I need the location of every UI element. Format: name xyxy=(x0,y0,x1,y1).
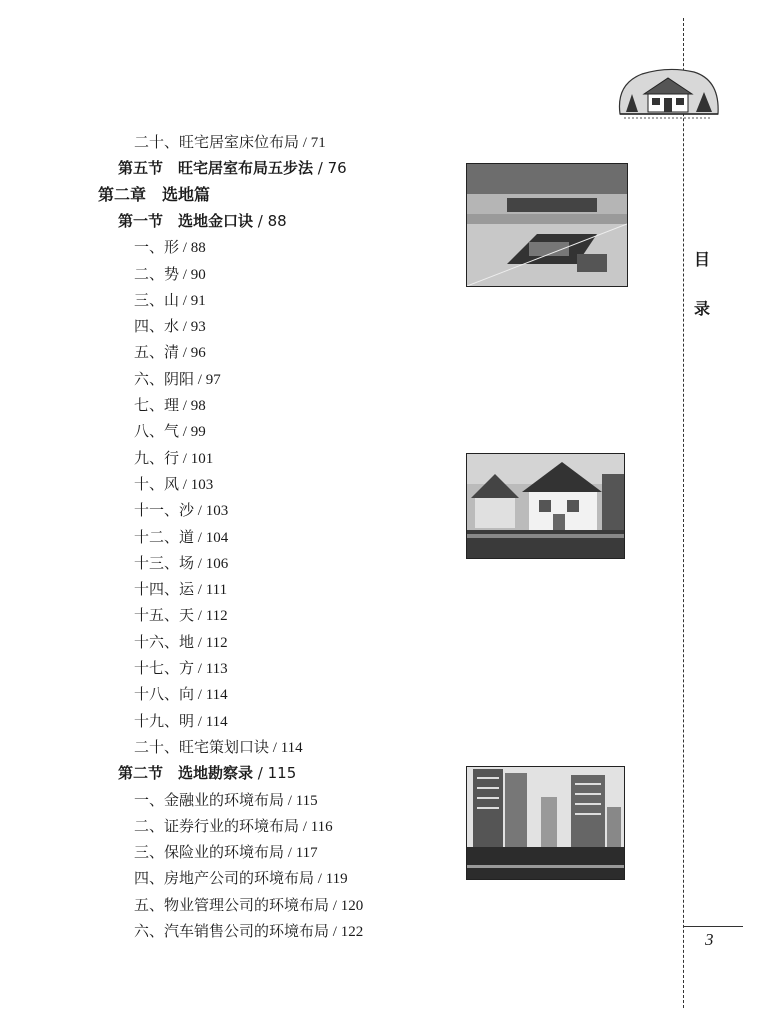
toc-item xyxy=(134,527,228,548)
toc-separator: / xyxy=(329,898,341,914)
toc-separator: / xyxy=(313,159,328,177)
toc-page-number: 101 xyxy=(190,451,214,467)
toc-separator: / xyxy=(179,424,191,440)
highrise-photo xyxy=(466,766,625,880)
toc-item xyxy=(134,421,206,442)
toc-item xyxy=(134,369,221,390)
toc-separator: / xyxy=(194,582,206,598)
toc-separator: / xyxy=(269,740,281,756)
toc-section xyxy=(118,763,296,783)
toc-separator: / xyxy=(194,687,206,703)
toc-item xyxy=(134,500,228,521)
toc-title: 五、物业管理公司的环境布局 xyxy=(134,896,330,914)
toc-page-number: 113 xyxy=(205,661,228,677)
toc-title: 四、房地产公司的环境布局 xyxy=(134,869,315,887)
toc-title: 九、行 xyxy=(134,449,180,467)
sidebar-char-mu: 目 xyxy=(694,250,711,269)
toc-item xyxy=(134,921,363,942)
toc-page-number: 120 xyxy=(340,898,364,914)
toc-title: 八、气 xyxy=(134,422,180,440)
toc-page-number: 71 xyxy=(310,135,326,151)
toc-title: 一、金融业的环境布局 xyxy=(134,791,285,809)
toc-title: 十九、明 xyxy=(134,712,195,730)
page-number-rule xyxy=(683,926,743,927)
toc-title: 十八、向 xyxy=(134,685,195,703)
sidebar-char-lu: 录 xyxy=(694,299,711,318)
toc-section xyxy=(118,211,287,231)
toc-title: 四、水 xyxy=(134,317,180,335)
toc-title: 十七、方 xyxy=(134,659,195,677)
toc-title: 十二、道 xyxy=(134,528,195,546)
toc-title: 六、汽车销售公司的环境布局 xyxy=(134,922,330,940)
toc-page-number: 116 xyxy=(310,819,333,835)
toc-page-number: 88 xyxy=(267,212,287,230)
toc-page-number: 103 xyxy=(205,503,229,519)
toc-page-number: 88 xyxy=(190,240,206,256)
toc-item xyxy=(134,816,333,837)
toc-page-number: 96 xyxy=(190,345,206,361)
toc-page-number: 90 xyxy=(190,267,206,283)
toc-item xyxy=(134,895,363,916)
toc-item xyxy=(134,711,228,732)
toc-page-number: 93 xyxy=(190,319,206,335)
toc-title: 二十、旺宅居室床位布局 xyxy=(134,133,300,151)
toc-item xyxy=(134,264,206,285)
toc-item xyxy=(134,868,348,889)
margin-dashed-line xyxy=(683,18,684,1008)
toc-item xyxy=(134,448,213,469)
toc-item xyxy=(134,316,206,337)
toc-item xyxy=(134,237,206,258)
toc-item xyxy=(134,658,228,679)
toc-page-number: 99 xyxy=(190,424,206,440)
toc-separator: / xyxy=(179,240,191,256)
toc-page-number: 106 xyxy=(205,556,229,572)
toc-title: 二十、旺宅策划口诀 xyxy=(134,738,270,756)
toc-separator: / xyxy=(194,608,206,624)
toc-title: 第一节 选地金口诀 xyxy=(118,212,254,230)
toc-page-number: 103 xyxy=(190,477,214,493)
toc-page-number: 114 xyxy=(205,687,228,703)
toc-separator: / xyxy=(179,293,191,309)
toc-separator: / xyxy=(284,793,296,809)
toc-separator: / xyxy=(299,135,311,151)
toc-page-number: 112 xyxy=(205,635,228,651)
toc-title: 第二章 选地篇 xyxy=(98,185,211,204)
toc-separator: / xyxy=(194,661,206,677)
toc-separator: / xyxy=(194,556,206,572)
toc-page-number: 104 xyxy=(205,530,229,546)
toc-title: 五、清 xyxy=(134,343,180,361)
toc-separator: / xyxy=(253,764,268,782)
toc-item xyxy=(134,632,228,653)
toc-title: 十四、运 xyxy=(134,580,195,598)
toc-page-number: 117 xyxy=(295,845,318,861)
toc-item xyxy=(134,342,206,363)
toc-title: 第五节 旺宅居室布局五步法 xyxy=(118,159,314,177)
toc-page-number: 114 xyxy=(280,740,303,756)
toc-item xyxy=(134,553,228,574)
toc-separator: / xyxy=(179,319,191,335)
toc-separator: / xyxy=(194,372,206,388)
toc-item xyxy=(134,132,326,153)
toc-page-number: 98 xyxy=(190,398,206,414)
toc-chapter xyxy=(98,185,210,205)
toc-item xyxy=(134,605,228,626)
toc-title: 十、风 xyxy=(134,475,180,493)
house-logo-icon xyxy=(612,64,724,122)
toc-title: 二、证券行业的环境布局 xyxy=(134,817,300,835)
toc-title: 七、理 xyxy=(134,396,180,414)
toc-page-number: 112 xyxy=(205,608,228,624)
toc-title: 三、保险业的环境布局 xyxy=(134,843,285,861)
toc-separator: / xyxy=(253,212,268,230)
toc-separator: / xyxy=(194,503,206,519)
toc-page-number: 76 xyxy=(327,159,347,177)
toc-page-number: 114 xyxy=(205,714,228,730)
toc-separator: / xyxy=(179,451,191,467)
toc-page-number: 91 xyxy=(190,293,206,309)
toc-separator: / xyxy=(179,345,191,361)
toc-title: 十六、地 xyxy=(134,633,195,651)
toc-item xyxy=(134,579,227,600)
toc-title: 三、山 xyxy=(134,291,180,309)
toc-page-number: 115 xyxy=(295,793,318,809)
toc-page-number: 97 xyxy=(205,372,221,388)
toc-title: 第二节 选地勘察录 xyxy=(118,764,254,782)
toc-separator: / xyxy=(284,845,296,861)
toc-separator: / xyxy=(179,267,191,283)
toc-separator: / xyxy=(194,635,206,651)
toc-separator: / xyxy=(194,530,206,546)
toc-separator: / xyxy=(194,714,206,730)
toc-item xyxy=(134,737,303,758)
toc-item xyxy=(134,290,206,311)
toc-item xyxy=(134,842,318,863)
plaza-photo xyxy=(466,163,628,287)
toc-item xyxy=(134,684,228,705)
toc-item xyxy=(134,395,206,416)
toc-separator: / xyxy=(329,924,341,940)
toc-separator: / xyxy=(314,871,326,887)
toc-item xyxy=(134,474,213,495)
toc-item xyxy=(134,790,318,811)
toc-section xyxy=(118,158,347,178)
toc-page-number: 115 xyxy=(267,764,297,782)
toc-title: 十五、天 xyxy=(134,606,195,624)
toc-title: 一、形 xyxy=(134,238,180,256)
toc-page-number: 111 xyxy=(205,582,228,598)
toc-title: 二、势 xyxy=(134,265,180,283)
page-number: 3 xyxy=(705,930,714,949)
toc-title: 十一、沙 xyxy=(134,501,195,519)
toc-separator: / xyxy=(179,398,191,414)
toc-page-number: 122 xyxy=(340,924,364,940)
toc-separator: / xyxy=(179,477,191,493)
toc-page-number: 119 xyxy=(325,871,348,887)
toc-separator: / xyxy=(299,819,311,835)
toc-title: 六、阴阳 xyxy=(134,370,195,388)
toc-title: 十三、场 xyxy=(134,554,195,572)
villa-photo xyxy=(466,453,625,559)
